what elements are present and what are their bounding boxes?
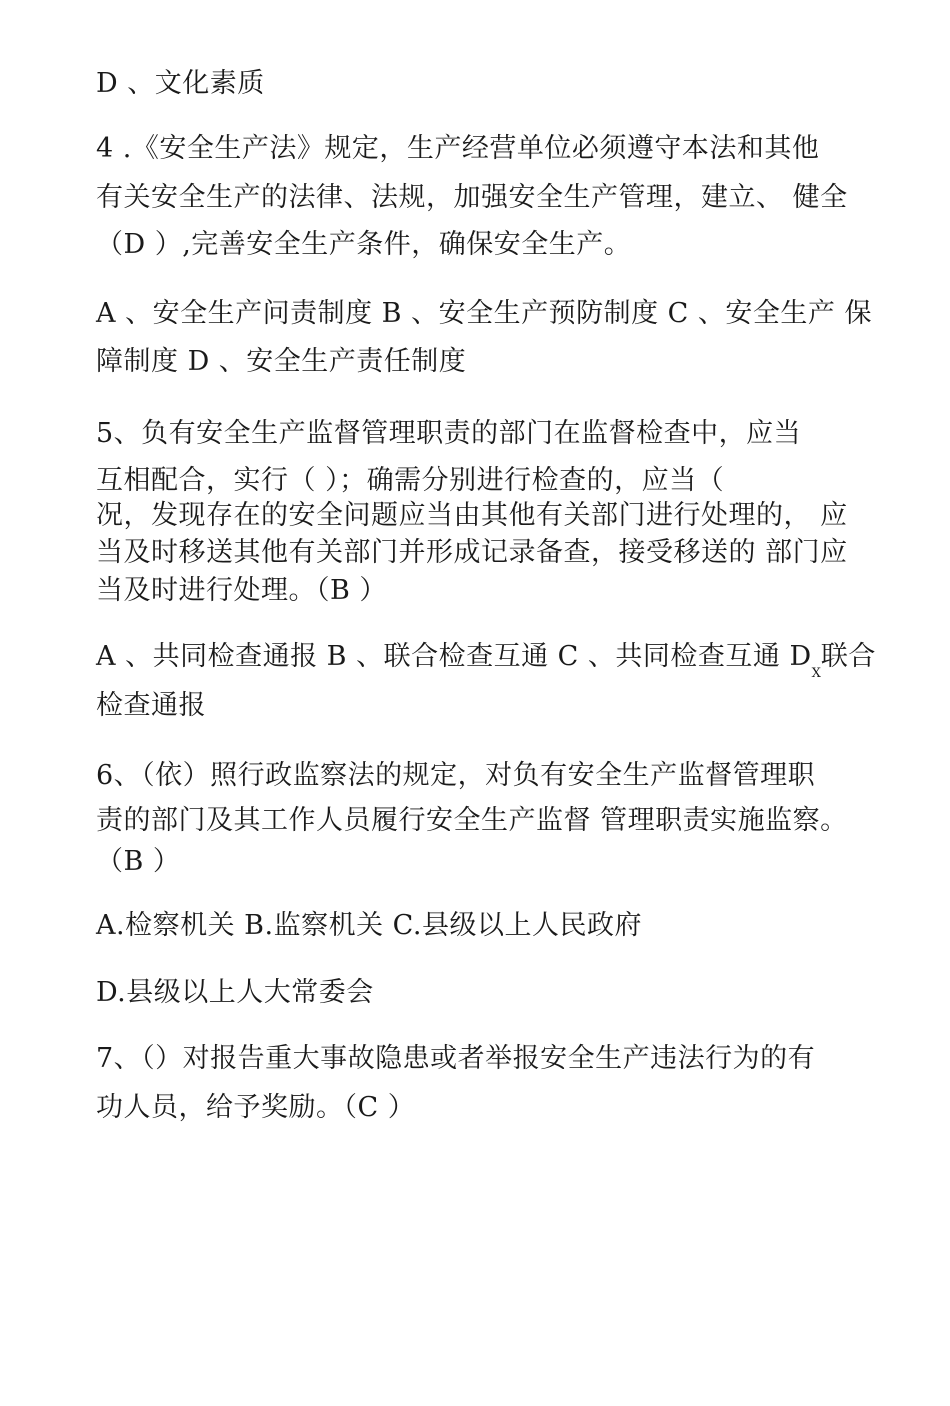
question-5-line-1: 5、负有安全生产监督管理职责的部门在监督检查中，应当 xyxy=(96,418,802,449)
question-5-line-3: 况，发现存在的安全问题应当由其他有关部门进行处理的， 应 xyxy=(96,500,848,531)
option-d-q3: D 、文化素质 xyxy=(96,68,265,99)
question-4-options-line-2: 障制度 D 、安全生产责任制度 xyxy=(96,346,467,377)
question-5-options-tail: 联合 xyxy=(820,641,876,672)
question-4-options-line-1: A 、安全生产问责制度 B 、安全生产预防制度 C 、安全生产 保 xyxy=(96,298,872,329)
question-5-line-5: 当及时进行处理。（B ） xyxy=(96,575,387,606)
question-5-options-text: A 、共同检查通报 B 、联合检查互通 C 、共同检查互通 D xyxy=(96,641,812,672)
question-5-line-4: 当及时移送其他有关部门并形成记录备查，接受移送的 部门应 xyxy=(96,537,848,568)
question-5-options-line-1 xyxy=(96,641,876,690)
question-7-line-2: 功人员，给予奖励。（C ） xyxy=(96,1092,416,1123)
question-6-line-3: （B ） xyxy=(96,846,181,877)
question-5-options-line-2: 检查通报 xyxy=(96,690,206,721)
question-6-options-line-1: A.检察机关 B.监察机关 C.县级以上人民政府 xyxy=(96,910,642,941)
question-6-line-2: 责的部门及其工作人员履行安全生产监督 管理职责实施监察。 xyxy=(96,805,848,836)
question-4-line-2: 有关安全生产的法律、法规，加强安全生产管理，建立、 健全 xyxy=(96,182,848,213)
question-6-options-line-2: D.县级以上人大常委会 xyxy=(96,977,374,1008)
question-6-line-1: 6、（依）照行政监察法的规定，对负有安全生产监督管理职 xyxy=(96,760,816,791)
question-4-line-1: 4 .《安全生产法》规定，生产经营单位必须遵守本法和其他 xyxy=(96,133,820,164)
subscript-mark: X xyxy=(811,666,821,681)
question-7-line-1: 7、（）对报告重大事故隐患或者举报安全生产违法行为的有 xyxy=(96,1043,816,1074)
question-5-line-2: 互相配合，实行（ ）；确需分别进行检查的，应当（ xyxy=(96,465,725,496)
question-4-line-3: （D ）,完善安全生产条件，确保安全生产。 xyxy=(96,229,632,260)
